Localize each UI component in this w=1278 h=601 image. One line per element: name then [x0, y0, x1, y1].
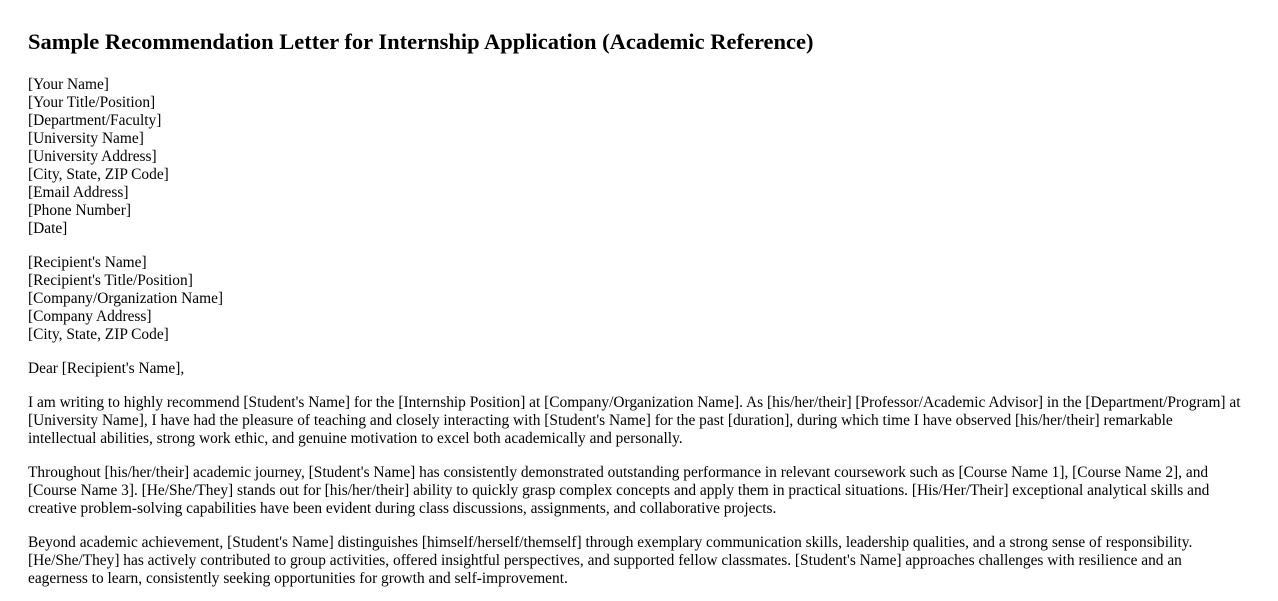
recipient-company: [Company/Organization Name]	[28, 290, 224, 307]
sender-department: [Department/Faculty]	[28, 112, 162, 129]
sender-university-address: [University Address]	[28, 148, 157, 165]
recipient-city-state-zip: [City, State, ZIP Code]	[28, 326, 169, 343]
letter-date: [Date]	[28, 220, 68, 237]
recipient-name: [Recipient's Name]	[28, 254, 147, 271]
sender-name: [Your Name]	[28, 76, 109, 93]
page-title: Sample Recommendation Letter for Internship Application (Academic Reference)	[28, 29, 814, 54]
sender-title: [Your Title/Position]	[28, 94, 156, 111]
salutation: Dear [Recipient's Name],	[28, 360, 185, 377]
sender-university: [University Name]	[28, 130, 144, 147]
recipient-title: [Recipient's Title/Position]	[28, 272, 193, 289]
recipient-address-block	[28, 254, 1250, 344]
sender-address-block	[28, 76, 1250, 238]
body-paragraph-academic: Throughout [his/her/their] academic journey, [Student's Name] has consistently demonstrated outstanding performance in relevant coursework such as [Course Name 1], [Course Name 2], and [Course Name 3]. [He/She/They] stands out for [his/her/their] ability to quickly grasp complex concepts and apply them in practical situations. [His/Her/Their] exceptional analytical skills and creative problem-solving capabilities have been evident during class discussions, assignments, and collaborative projects.	[28, 464, 1210, 517]
sender-email: [Email Address]	[28, 184, 129, 201]
body-paragraph-intro: I am writing to highly recommend [Student's Name] for the [Internship Position] at [Company/Organization Name]. As [his/her/their] [Professor/Academic Advisor] in the [Department/Program] at [University Name], I have had the pleasure of teaching and closely interacting with [Student's Name] for the past [duration], during which time I have observed [his/her/their] remarkable intellectual abilities, strong work ethic, and genuine motivation to excel both academically and personally.	[28, 394, 1241, 447]
recipient-company-address: [Company Address]	[28, 308, 152, 325]
sender-city-state-zip: [City, State, ZIP Code]	[28, 166, 169, 183]
body-paragraph-character: Beyond academic achievement, [Student's Name] distinguishes [himself/herself/themself] through exemplary communication skills, leadership qualities, and a strong sense of responsibility. [He/She/They] has actively contributed to group activities, offered insightful perspectives, and supported fellow classmates. [Student's Name] approaches challenges with resilience and an eagerness to learn, consistently seeking opportunities for growth and self-improvement.	[28, 534, 1193, 587]
sender-phone: [Phone Number]	[28, 202, 132, 219]
